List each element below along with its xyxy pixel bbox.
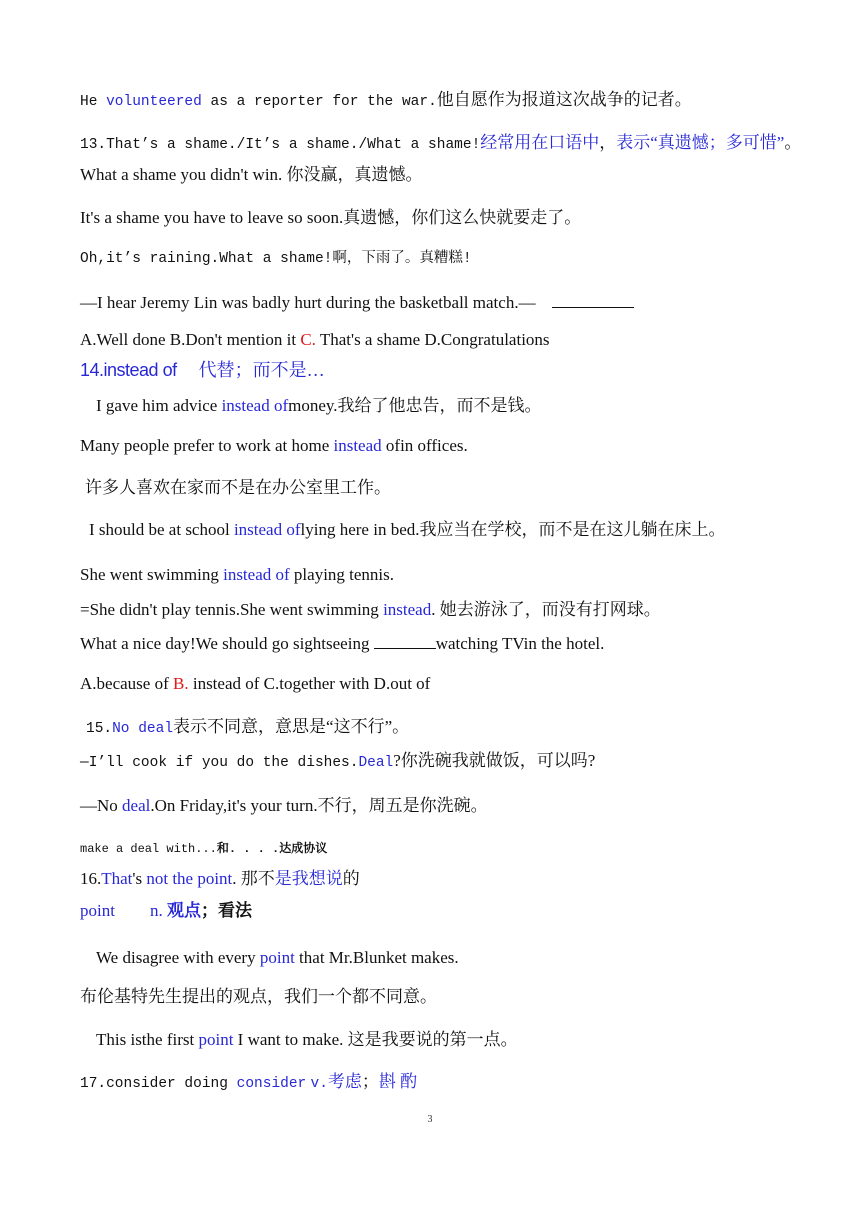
example-line: I should be at school instead oflying here in bed.我应当在学校，而不是在这儿躺在床上。	[89, 520, 726, 539]
example-line: Oh,it’s raining.What a shame!啊，下雨了。真糟糕!	[80, 251, 472, 267]
correct-answer-marker: B.	[173, 674, 189, 693]
translation-line: 布伦基特先生提出的观点，我们一个都不同意。	[80, 987, 437, 1006]
item-13-heading: 13.That’s a shame./It’s a shame./What a shame!经常用在口语中，表示“真遗憾；多可惜”。	[80, 133, 802, 153]
example-line: This isthe first point I want to make. 这是我要说的第一点。	[96, 1030, 518, 1049]
example-line: It's a shame you have to leave so soon.真遗憾，你们这么快就要走了。	[80, 208, 582, 227]
page-number: 3	[427, 1114, 433, 1125]
exercise-options: A.because of B. instead of C.together with D.out of	[80, 674, 431, 693]
example-line: I gave him advice instead ofmoney.我给了他忠告，而不是钱。	[96, 396, 542, 415]
answer-blank	[374, 634, 436, 649]
keyword: volunteered	[106, 94, 202, 110]
example-line: —I’ll cook if you do the dishes.Deal?你洗碗我就做饭，可以吗?	[80, 751, 596, 771]
exercise-question: What a nice day!We should go sightseeing watching TVin the hotel.	[80, 634, 605, 653]
exercise-question: —I hear Jeremy Lin was badly hurt during the basketball match.—	[80, 292, 634, 314]
example-line: =She didn't play tennis.She went swimming instead. 她去游泳了，而没有打网球。	[80, 600, 661, 619]
phrase-note: make a deal with...和. . . .达成协议	[80, 842, 328, 856]
example-line: We disagree with every point that Mr.Blunket makes.	[96, 948, 459, 967]
item-17-heading: 17.consider doing consider v.考虑；斟 酌	[80, 1072, 418, 1092]
example-line: —No deal.On Friday,it's your turn.不行，周五是你洗碗。	[80, 796, 488, 815]
translation-line: 许多人喜欢在家而不是在办公室里工作。	[85, 478, 391, 497]
correct-answer-marker: C.	[300, 330, 316, 349]
exercise-options: A.Well done B.Don't mention it C. That's a shame D.Congratulations	[80, 330, 550, 349]
item-16-heading: 16.That's not the point. 那不是我想说的	[80, 869, 360, 888]
example-volunteered: He volunteered as a reporter for the war.他自愿作为报道这次战争的记者。	[80, 90, 692, 110]
example-line: Many people prefer to work at home instead ofin offices.	[80, 436, 468, 455]
item-15-heading: 15.No deal表示不同意，意思是“这不行”。	[86, 717, 410, 737]
item-14-heading: 14.instead of 代替；而不是…	[80, 360, 325, 380]
answer-blank	[552, 293, 634, 308]
example-line: She went swimming instead of playing tennis.	[80, 565, 395, 584]
definition-line: point n. 观点；看法	[80, 901, 252, 920]
example-line: What a shame you didn't win. 你没赢，真遗憾。	[80, 165, 423, 184]
